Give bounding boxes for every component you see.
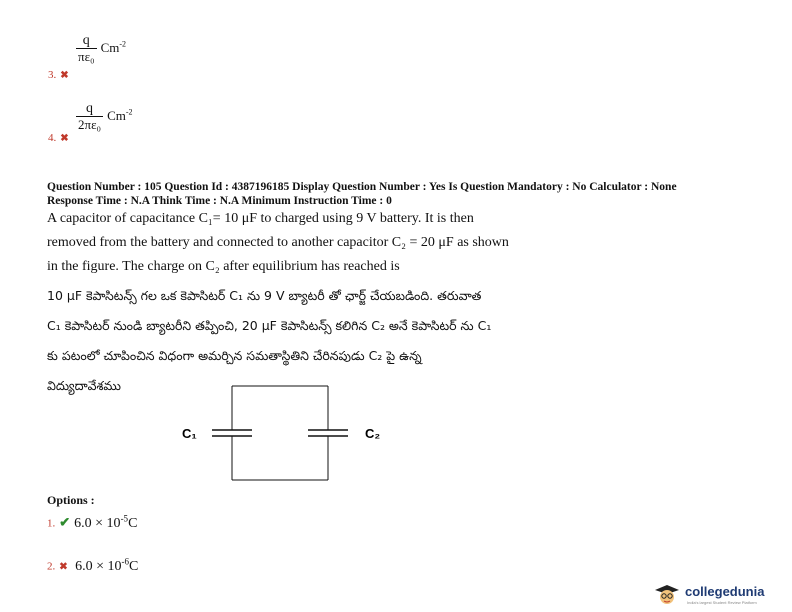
fraction [76, 101, 103, 132]
option-number: 3. [48, 69, 57, 81]
option-text: $6.0 \times 10^{-6}C$ [75, 556, 139, 574]
option-number: 1. [47, 517, 56, 530]
unit: $Cm^{-2}$ [100, 39, 127, 56]
logo-name: collegedunia [685, 584, 765, 599]
option-1 [47, 513, 137, 532]
logo-tagline: India's largest Student Review Platform [687, 600, 757, 605]
cross-icon: ✖ [59, 561, 68, 573]
question-meta-line1: Question Number : 105 Question Id : 4387196185 Display Question Number : Yes Is Question Mandatory : No Calculator : None [47, 181, 677, 193]
question-line: in the figure. The charge on C₂ after equilibrium has reached is [47, 259, 400, 274]
question-meta-line2: Response Time : N.A Think Time : N.A Minimum Instruction Time : 0 [47, 195, 392, 207]
check-icon: ✔ [59, 514, 71, 530]
collegedunia-logo [652, 580, 788, 608]
numerator: q [86, 101, 94, 116]
c2-label: C₂ [365, 426, 381, 441]
c1-label: C₁ [182, 426, 197, 441]
option-text: $6.0 \times 10^{-5}C$ [74, 513, 138, 531]
option-2 [47, 556, 138, 575]
option-number: 4. [48, 132, 57, 144]
question-line: A capacitor of capacitance C₁= 10 μF to charged using 9 V battery. It is then [47, 211, 474, 226]
prev-option-4-formula [76, 101, 133, 132]
fraction [76, 33, 97, 64]
question-line-telugu: విద్యుదావేశము [47, 378, 121, 393]
question-line: removed from the battery and connected to another capacitor C₂ = 20 μF as shown [47, 235, 509, 250]
numerator: q [82, 33, 90, 48]
denominator: πε₀ [78, 49, 95, 64]
denominator: 2πε₀ [78, 117, 102, 132]
circuit-diagram [170, 378, 400, 488]
prev-option-4-label [48, 128, 69, 146]
question-line-telugu: C₁ కెపాసిటర్ నుండి బ్యాటరీని తప్పించి, 20 μF కెపాసిటన్స్ కలిగిన C₂ అనే కెపాసిటర్ ను C₁ [47, 318, 492, 333]
question-line-telugu: కు పటంలో చూపించిన విధంగా అమర్చిన సమతాస్థితిని చేరినపుడు C₂ పై ఉన్న [47, 348, 422, 363]
unit: $Cm^{-2}$ [107, 107, 133, 124]
prev-option-3-label [48, 65, 69, 83]
cross-icon: ✖ [60, 133, 69, 144]
mascot-icon [652, 582, 682, 606]
option-number: 2. [47, 560, 56, 573]
question-line-telugu: 10 μF కెపాసిటన్స్ గల ఒక కెపాసిటర్ C₁ ను 9 V బ్యాటరీ తో ఛార్జ్ చేయబడింది. తరువాత [47, 288, 482, 303]
prev-option-3-formula [76, 33, 126, 64]
cross-icon: ✖ [60, 70, 69, 81]
question-text-english [47, 207, 577, 279]
options-title: Options : [47, 493, 95, 507]
